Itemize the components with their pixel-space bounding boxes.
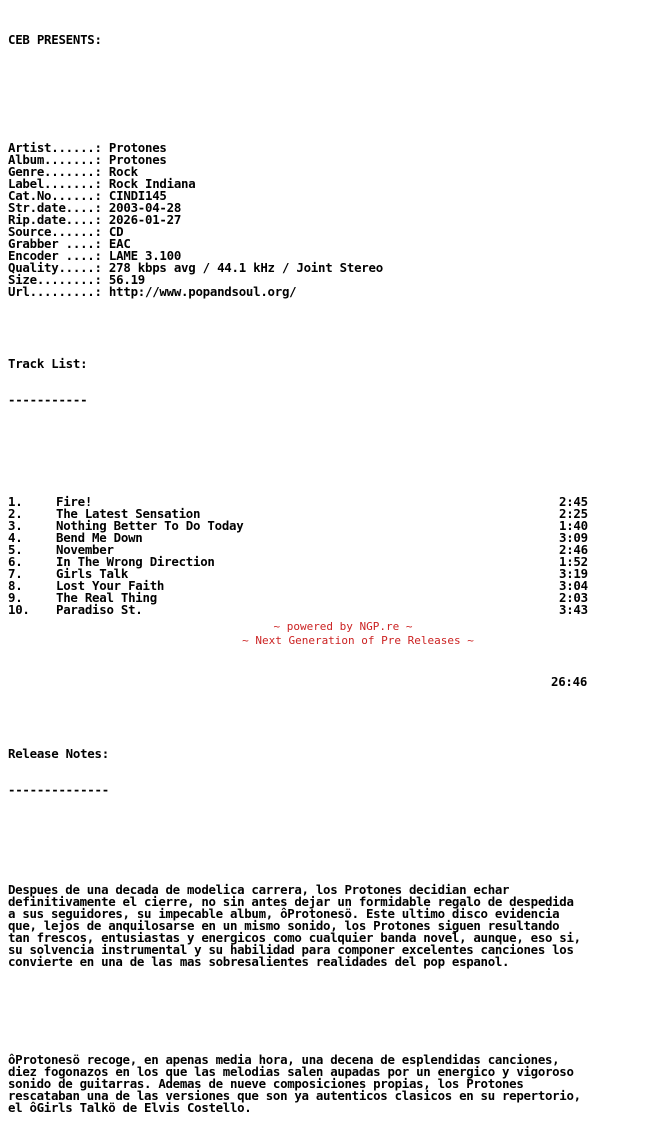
track-time: 2:25 xyxy=(559,506,588,521)
track-time: 3:04 xyxy=(559,578,588,593)
track-number: 8. xyxy=(8,578,23,593)
info-line: Str.date....: 2003-04-28 xyxy=(8,200,182,215)
track-number: 6. xyxy=(8,554,23,569)
info-line: Cat.No......: CINDI145 xyxy=(8,188,167,203)
track-time: 2:03 xyxy=(559,590,588,605)
track-title: The Real Thing xyxy=(56,590,157,605)
notes-title: Release Notes: xyxy=(8,746,109,761)
notes-line: rescataban una de las versiones que son ya autenticos clasicos en su repertorio, xyxy=(8,1088,581,1103)
notes-line: a sus seguidores, su impecable album, ôProtonesö. Este ultimo disco evidencia xyxy=(8,906,560,921)
track-title: Girls Talk xyxy=(56,566,129,581)
notes-line: que, lejos de anquilosarse en un mismo sonido, los Protones siguen resultando xyxy=(8,918,560,933)
track-time: 3:43 xyxy=(559,602,588,617)
track-number: 4. xyxy=(8,530,23,545)
track-title: Fire! xyxy=(56,494,93,509)
info-line: Url.........: http://www.popandsoul.org/ xyxy=(8,284,297,299)
info-line: Quality.....: 278 kbps avg / 44.1 kHz / Joint Stereo xyxy=(8,260,383,275)
release-info xyxy=(8,142,581,298)
track-title: Nothing Better To Do Today xyxy=(56,518,244,533)
info-line: Rip.date....: 2026-01-27 xyxy=(8,212,182,227)
track-title: In The Wrong Direction xyxy=(56,554,215,569)
release-notes-paragraph-1 xyxy=(8,884,581,968)
notes-line: tan frescos, entusiastas y energicos como cualquier banda novel, aunque, eso si, xyxy=(8,930,581,945)
tracklist-title: Track List: xyxy=(8,356,88,371)
info-line: Genre.......: Rock xyxy=(8,164,138,179)
footer-powered-by: ~ powered by NGP.re ~ xyxy=(273,620,413,633)
track-title: Lost Your Faith xyxy=(56,578,165,593)
info-line: Source......: CD xyxy=(8,224,124,239)
track-number: 7. xyxy=(8,566,23,581)
track-title: November xyxy=(56,542,114,557)
track-time: 3:19 xyxy=(559,566,588,581)
track-title: The Latest Sensation xyxy=(56,506,201,521)
total-time-row xyxy=(8,674,588,689)
track-time: 1:52 xyxy=(559,554,588,569)
notes-line: sonido de guitarras. Ademas de nueve composiciones propias, los Protones xyxy=(8,1076,524,1091)
info-line: Album.......: Protones xyxy=(8,152,167,167)
info-line: Grabber ....: EAC xyxy=(8,236,131,251)
info-line: Label.......: Rock Indiana xyxy=(8,176,196,191)
tracklist-rule: ----------- xyxy=(8,392,88,407)
notes-line: convierte en una de las mas sobresalientes realidades del pop espanol. xyxy=(8,954,510,969)
notes-line: Despues de una decada de modelica carrera, los Protones decidian echar xyxy=(8,882,510,897)
track-list xyxy=(8,494,588,617)
track-time: 1:40 xyxy=(559,518,588,533)
track-time: 2:46 xyxy=(559,542,588,557)
notes-line: ôProtonesö recoge, en apenas media hora, una decena de esplendidas canciones, xyxy=(8,1052,560,1067)
track-row xyxy=(8,602,588,617)
info-line: Artist......: Protones xyxy=(8,140,167,155)
info-line: Size........: 56.19 xyxy=(8,272,145,287)
track-time: 2:45 xyxy=(559,494,588,509)
nfo-header: CEB PRESENTS: xyxy=(8,32,102,47)
info-line: Encoder ....: LAME 3.100 xyxy=(8,248,182,263)
notes-line: diez fogonazos en los que las melodias salen aupadas por un energico y vigoroso xyxy=(8,1064,574,1079)
track-number: 5. xyxy=(8,542,23,557)
notes-line: el ôGirls Talkö de Elvis Costello. xyxy=(8,1100,252,1115)
track-title: Paradiso St. xyxy=(56,602,143,617)
footer-tagline: ~ Next Generation of Pre Releases ~ xyxy=(242,634,474,647)
total-time: 26:46 xyxy=(551,674,588,689)
track-number: 3. xyxy=(8,518,23,533)
release-notes-paragraph-2 xyxy=(8,1054,581,1114)
notes-line: definitivamente el cierre, no sin antes dejar un formidable regalo de despedida xyxy=(8,894,574,909)
notes-line: su solvencia instrumental y su habilidad para componer excelentes canciones los xyxy=(8,942,574,957)
track-number: 10. xyxy=(8,602,30,617)
track-title: Bend Me Down xyxy=(56,530,143,545)
track-number: 2. xyxy=(8,506,23,521)
track-time: 3:09 xyxy=(559,530,588,545)
nfo-text xyxy=(8,10,588,1126)
track-number: 9. xyxy=(8,590,23,605)
track-number: 1. xyxy=(8,494,23,509)
notes-rule: -------------- xyxy=(8,782,109,797)
